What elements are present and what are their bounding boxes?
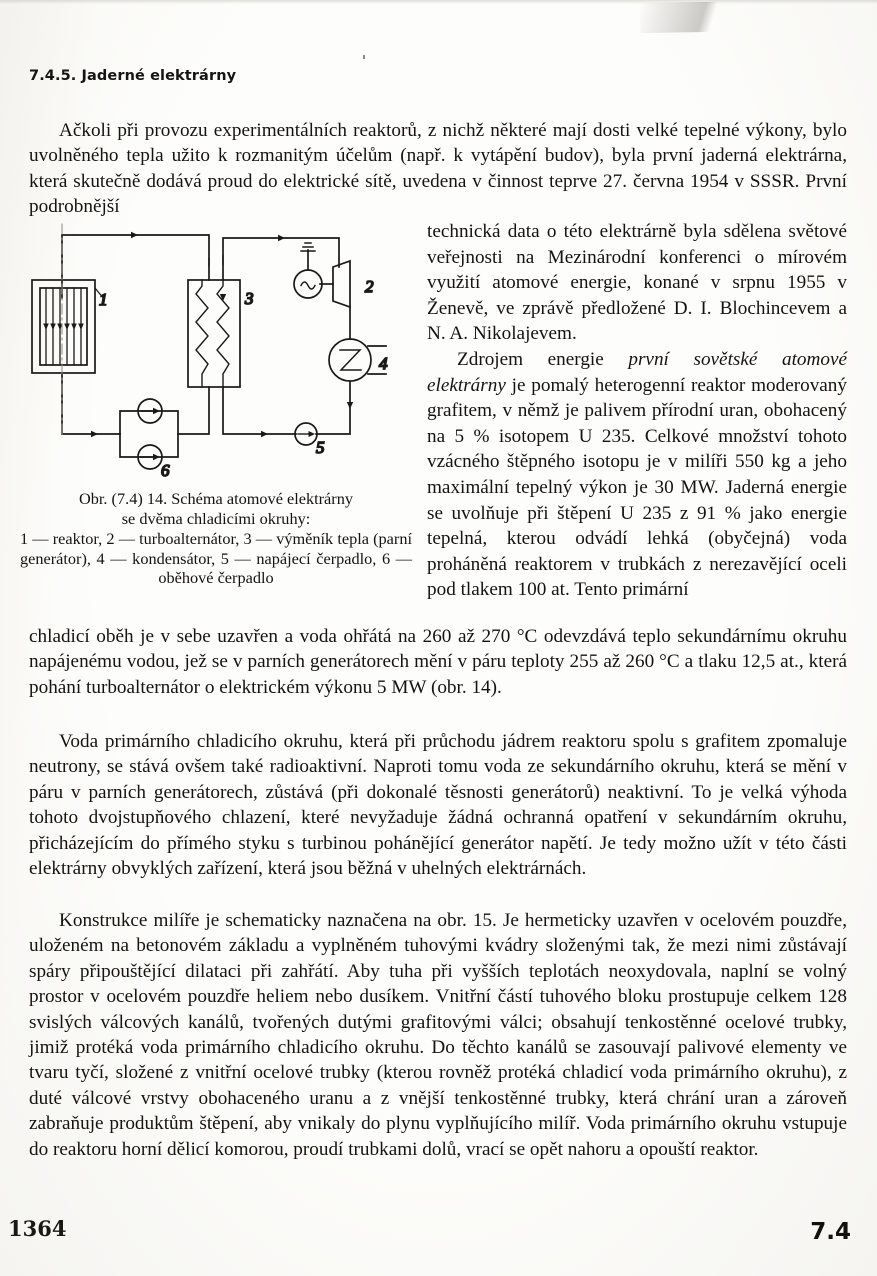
paragraph-right-column bbox=[427, 219, 847, 603]
figure-caption bbox=[20, 489, 412, 588]
figure-caption-line2: se dvěma chladicími okruhy: bbox=[121, 508, 311, 528]
schematic-svg bbox=[20, 222, 416, 487]
feedwater-line-right bbox=[316, 382, 350, 434]
right-column-part-2 bbox=[427, 347, 847, 603]
heat-exchanger-shell bbox=[188, 280, 240, 387]
primary-bottom-pipe-right bbox=[178, 387, 209, 434]
page-number: 1364 bbox=[8, 1216, 67, 1241]
reactor-channels bbox=[46, 288, 81, 365]
feed-pump-arrow bbox=[309, 431, 316, 437]
paragraph-under-figure: chladicí oběh je v sebe uzavřen a voda ohřátá na 260 až 270 °C odevzdává teplo sekundárnímu okruhu napájenému vodou, jež se v parních generátorech mění v páru teploty 255 až 260 °C a tlaku 12,5 at., která pohání turboalternátor o elektrickém výkonu 5 MW (obr. 14). bbox=[29, 626, 847, 698]
primary-bottom-pipe-left bbox=[62, 374, 120, 434]
generator-sine-symbol bbox=[301, 282, 315, 289]
paragraph-body-2: Konstrukce milíře je schematicky naznačena na obr. 15. Je hermeticky uzavřen v ocelovém pouzdře, uloženém na betonovém základu a vyplněném tuhovými kvádry složenými tak, že mezi nimi zůstávají spáry připouštějící dilataci při zahřátí. Aby tuha při vyšších teplotách neoxydovala, naplní se volný prostor v ocelovém pouzdře heliem nebo dusíkem. Vnitřní částí tuhového bloku prostupuje celkem 128 svislých válcových kanálů, tvořených dutými grafitovými válci; obsahují tenkostěnné ocelové trubky, jimiž protéká voda primárního chladicího okruhu. Do těchto kanálů se zasouvají palivové elementy ve tvaru tyčí, složené z vnitřní ocelové trubky (kterou rovněž protéká chladicí voda primárního okruhu), z duté válcové vrstvy obohaceného uranu a z vnější tenkostěnné trubky, která chrání uran a zároveň zabraňuje produktům štěpení, aby vnikaly do plynu vyplňujícího milíř. Voda primárního okruhu vstupuje do reaktoru horní dělicí komorou, proudí trubkami dolů, vrací se opět nahoru a opouští reaktor. bbox=[29, 910, 847, 1160]
feedwater-line-left bbox=[223, 387, 296, 434]
callout-6: 6 bbox=[161, 461, 170, 480]
pipe-flow-arrows bbox=[91, 232, 353, 437]
circ-pump-lower-arrow bbox=[153, 454, 160, 460]
turbine-body bbox=[333, 261, 350, 307]
right-column-rest: je pomalý heterogenní reaktor moderovaný grafitem, v němž je palivem přírodní uran, obohacený na 5 % isotopem U 235. Celkové množství tohoto vzácného štěpného isotopu je v milíři 550 kg a jeho maximální tepelný výkon je 30 MW. Jaderná energie se uvolňuje při štěpení U 235 z 91 % jako energie tepelná, kterou odvádí lehká (obyčejná) voda proháněná reaktorem v trubkách z nerezavějící oceli pod tlakem 100 at. Tento primární bbox=[427, 374, 847, 601]
callout-3: 3 bbox=[245, 289, 254, 308]
pipe-joint-ticks bbox=[209, 256, 223, 266]
circ-pump-upper-arrow bbox=[153, 408, 160, 414]
right-column-lead: Zdrojem energie bbox=[457, 348, 629, 370]
circulation-pump-loop bbox=[120, 411, 178, 457]
right-column-part-1: technická data o této elektrárně byla sdělena světové veřejnosti na Mezinárodní konferenci o mírovém využití atomové energie, konané v srpnu 1955 v Ženevě, ve zprávě předložené D. I. Blochincevem a N. A. Nikolajevem. bbox=[427, 221, 847, 345]
callout-4: 4 bbox=[379, 354, 388, 373]
callout-5: 5 bbox=[316, 438, 325, 457]
section-heading: 7.4.5. Jaderné elektrárny bbox=[29, 68, 237, 84]
paragraph-body-1: Voda primárního chladicího okruhu, která při průchodu jádrem reaktoru spolu s grafitem zpomaluje neutrony, se stává ovšem také radioaktivní. Naproti tomu voda ze sekundárního okruhu, která se mění v páru v parních generátorech, zůstává (při dokonalé těsnosti generátorů) neaktivní. To je velká výhoda tohoto dvojstupňového chlazení, které nevyžaduje žádná ochranná opatření v sekundárním okruhu, přicházejícím do přímého styku s turbinou pohánějící generátor napětí. Je tedy možno užít v této části elektrárny obvyklých zařízení, která jsou běžná v uhelných elektrárnách. bbox=[29, 731, 847, 880]
reactor-flow-arrows bbox=[43, 324, 84, 331]
figure-nuclear-plant-schematic bbox=[20, 222, 416, 588]
generator-circle bbox=[294, 270, 322, 298]
reactor-vessel-outer bbox=[32, 280, 95, 373]
paragraph-intro: Ačkoli při provozu experimentálních reaktorů, z nichž některé mají dosti velké tepelné výkony, bylo uvolněného tepla užito k rozmanitým účelům (např. k vytápění budov), byla první jaderná elektrárna, která skutečně dodává proud do elektrické sítě, uvedena v činnost teprve 27. června 1954 v SSSR. První podrobnější bbox=[29, 120, 847, 218]
steam-line-to-turbine bbox=[223, 238, 339, 280]
section-folio: 7.4 bbox=[810, 1219, 851, 1245]
condenser-zigzag-symbol bbox=[340, 350, 361, 370]
heat-exchanger-coil-left bbox=[196, 280, 208, 387]
right-column-emphasis: první sovětské atomové elektrárny bbox=[427, 348, 847, 396]
callout-2: 2 bbox=[365, 277, 374, 296]
figure-drawing bbox=[20, 222, 416, 487]
callout-1: 1 bbox=[99, 290, 108, 309]
figure-legend: 1 — reaktor, 2 — turboalternátor, 3 — výměník tepla (parní generátor), 4 — kondensátor, 5 — napájecí čerpadlo, 6 — oběhové čerpadlo bbox=[20, 529, 412, 588]
figure-caption-line1: Obr. (7.4) 14. Schéma atomové elektrárny bbox=[79, 489, 353, 508]
